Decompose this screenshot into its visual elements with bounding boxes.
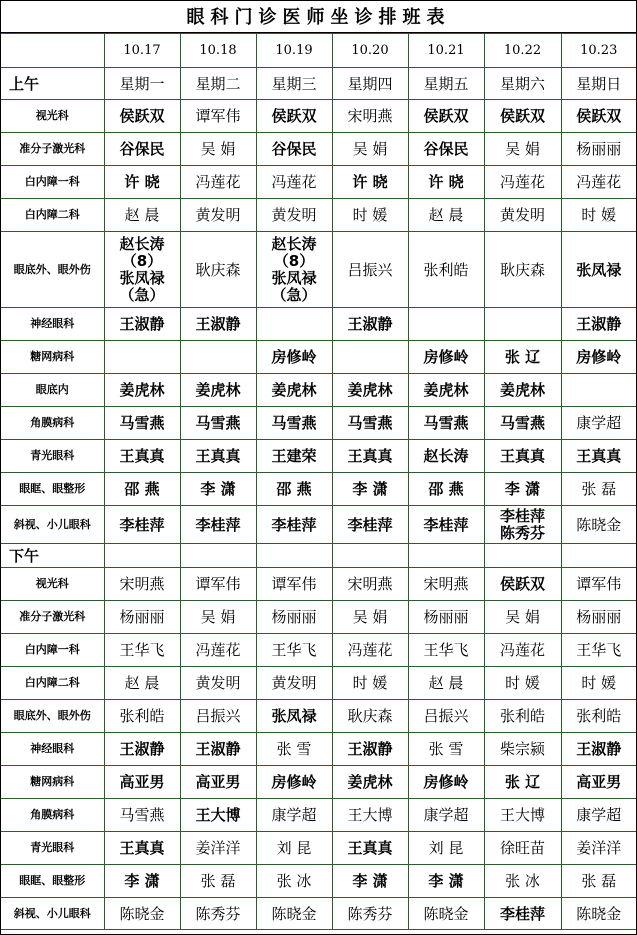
doctor-cell (484, 308, 561, 341)
doctor-cell: 赵 晨 (104, 199, 180, 232)
doctor-cell: 耿庆森 (484, 232, 561, 308)
doctor-cell: 王淑静 (180, 733, 256, 766)
doctor-cell: 姜洋洋 (180, 832, 256, 865)
doctor-cell: 王淑静 (332, 733, 408, 766)
doctor-cell: 杨丽丽 (408, 601, 484, 634)
table-row (1, 506, 636, 544)
table-row (1, 799, 636, 832)
doctor-cell: 侯跃双 (408, 100, 484, 133)
date-header: 10.17 (104, 34, 180, 68)
doctor-cell: 张 辽 (484, 766, 561, 799)
department-label: 角膜病科 (1, 799, 104, 832)
doctor-cell: 张 雪 (408, 733, 484, 766)
doctor-cell: 黄发明 (180, 199, 256, 232)
table-row (1, 568, 636, 601)
empty-cell (484, 544, 561, 568)
doctor-cell: 李桂萍 (256, 506, 332, 544)
doctor-cell: 姜虎林 (332, 766, 408, 799)
department-label: 白内障二科 (1, 199, 104, 232)
doctor-cell: 李 潇 (332, 473, 408, 506)
doctor-cell: 姜虎林 (484, 374, 561, 407)
doctor-cell: 时 媛 (332, 667, 408, 700)
doctor-cell: 陈晓金 (256, 898, 332, 930)
department-label: 白内障一科 (1, 166, 104, 199)
page-title: 眼科门诊医师坐诊排班表 (1, 1, 636, 33)
table-row (1, 100, 636, 133)
doctor-cell: 冯莲花 (484, 634, 561, 667)
doctor-cell: 冯莲花 (561, 166, 636, 199)
doctor-cell: 王建荣 (256, 440, 332, 473)
department-label: 视光科 (1, 100, 104, 133)
doctor-cell: 康学超 (408, 799, 484, 832)
doctor-cell: 王真真 (332, 832, 408, 865)
doctor-cell: 王淑静 (561, 308, 636, 341)
table-row (1, 440, 636, 473)
doctor-cell: 吕振兴 (408, 700, 484, 733)
doctor-cell: 王大博 (180, 799, 256, 832)
doctor-cell: 陈秀芬 (180, 898, 256, 930)
date-header: 10.21 (408, 34, 484, 68)
table-row (1, 133, 636, 166)
department-label: 糖网病科 (1, 766, 104, 799)
doctor-cell: 徐旺苗 (484, 832, 561, 865)
doctor-cell: 陈晓金 (104, 898, 180, 930)
period-label-afternoon: 下午 (1, 544, 104, 568)
empty-cell (256, 544, 332, 568)
department-label: 糖网病科 (1, 341, 104, 374)
doctor-cell: 耿庆森 (332, 700, 408, 733)
doctor-cell: 姜虎林 (180, 374, 256, 407)
doctor-cell: 谭军伟 (256, 568, 332, 601)
doctor-cell: 王淑静 (180, 308, 256, 341)
empty-cell (561, 544, 636, 568)
doctor-cell: 康学超 (561, 407, 636, 440)
doctor-cell: 陈晓金 (561, 506, 636, 544)
empty-cell (104, 544, 180, 568)
doctor-cell: 房修岭 (256, 341, 332, 374)
table-row (1, 199, 636, 232)
doctor-cell: 马雪燕 (332, 407, 408, 440)
doctor-cell: 马雪燕 (484, 407, 561, 440)
doctor-cell: 张利皓 (484, 700, 561, 733)
doctor-cell: 房修岭 (408, 341, 484, 374)
doctor-cell: 谭军伟 (561, 568, 636, 601)
doctor-cell: 王大博 (484, 799, 561, 832)
table-row (1, 733, 636, 766)
doctor-cell: 姜洋洋 (561, 832, 636, 865)
doctor-cell: 赵 晨 (408, 667, 484, 700)
doctor-cell: 黄发明 (256, 667, 332, 700)
table-row (1, 601, 636, 634)
doctor-cell: 张 辽 (484, 341, 561, 374)
date-header: 10.19 (256, 34, 332, 68)
doctor-cell: 张利皓 (104, 700, 180, 733)
doctor-cell: 吴 娟 (332, 601, 408, 634)
doctor-cell: 冯莲花 (484, 166, 561, 199)
doctor-cell: 刘 昆 (408, 832, 484, 865)
doctor-cell: 吴 娟 (180, 601, 256, 634)
doctor-cell: 姜虎林 (256, 374, 332, 407)
doctor-cell: 黄发明 (484, 199, 561, 232)
doctor-cell: 马雪燕 (104, 799, 180, 832)
doctor-cell: 张利皓 (561, 700, 636, 733)
doctor-cell: 李桂萍 (484, 898, 561, 930)
doctor-cell: 张 磊 (180, 865, 256, 898)
empty-cell (332, 544, 408, 568)
doctor-cell: 康学超 (256, 799, 332, 832)
doctor-cell: 张 冰 (484, 865, 561, 898)
doctor-cell: 赵长涛 (408, 440, 484, 473)
doctor-cell: 杨丽丽 (561, 601, 636, 634)
doctor-cell: 李桂萍 (104, 506, 180, 544)
doctor-cell: 王真真 (484, 440, 561, 473)
date-row (1, 34, 636, 68)
doctor-cell: 邵 燕 (408, 473, 484, 506)
doctor-cell: 赵长涛 （8） 张凤禄 （急） (256, 232, 332, 308)
doctor-cell: 赵 晨 (408, 199, 484, 232)
doctor-cell: 高亚男 (180, 766, 256, 799)
doctor-cell (180, 341, 256, 374)
doctor-cell: 高亚男 (561, 766, 636, 799)
doctor-cell: 邵 燕 (104, 473, 180, 506)
doctor-cell: 王华飞 (256, 634, 332, 667)
doctor-cell: 张 雪 (256, 733, 332, 766)
doctor-cell: 王华飞 (104, 634, 180, 667)
doctor-cell: 李桂萍 (332, 506, 408, 544)
doctor-cell: 王真真 (104, 832, 180, 865)
department-label: 斜视、小儿眼科 (1, 898, 104, 930)
doctor-cell: 冯莲花 (180, 166, 256, 199)
doctor-cell: 王真真 (561, 440, 636, 473)
table-row (1, 898, 636, 930)
weekday-header: 星期日 (561, 68, 636, 100)
weekday-header: 星期五 (408, 68, 484, 100)
doctor-cell: 黄发明 (180, 667, 256, 700)
doctor-cell: 谭军伟 (180, 100, 256, 133)
doctor-cell: 时 媛 (484, 667, 561, 700)
doctor-cell: 冯莲花 (256, 166, 332, 199)
department-label: 眼底外、眼外伤 (1, 700, 104, 733)
date-header: 10.18 (180, 34, 256, 68)
doctor-cell: 侯跃双 (484, 568, 561, 601)
table-row (1, 341, 636, 374)
doctor-cell: 宋明燕 (104, 568, 180, 601)
doctor-cell: 马雪燕 (104, 407, 180, 440)
afternoon-header-row (1, 544, 636, 568)
department-label: 白内障二科 (1, 667, 104, 700)
doctor-cell: 赵长涛 （8） 张凤禄 （急） (104, 232, 180, 308)
doctor-cell: 王大博 (332, 799, 408, 832)
department-label: 眼底内 (1, 374, 104, 407)
doctor-cell: 吴 娟 (484, 133, 561, 166)
weekday-header: 星期六 (484, 68, 561, 100)
department-label: 青光眼科 (1, 832, 104, 865)
date-header: 10.23 (561, 34, 636, 68)
doctor-cell (104, 341, 180, 374)
doctor-cell: 赵 晨 (104, 667, 180, 700)
doctor-cell: 谷保民 (104, 133, 180, 166)
doctor-cell: 李桂萍 (180, 506, 256, 544)
doctor-cell: 时 媛 (561, 667, 636, 700)
doctor-cell: 王淑静 (104, 308, 180, 341)
doctor-cell: 谷保民 (256, 133, 332, 166)
doctor-cell: 王真真 (332, 440, 408, 473)
department-label: 眼底外、眼外伤 (1, 232, 104, 308)
department-label: 神经眼科 (1, 733, 104, 766)
doctor-cell: 张利皓 (408, 232, 484, 308)
doctor-cell (332, 341, 408, 374)
doctor-cell: 宋明燕 (332, 568, 408, 601)
doctor-cell (561, 374, 636, 407)
table-row (1, 308, 636, 341)
schedule-body (1, 34, 636, 930)
table-row (1, 667, 636, 700)
doctor-cell: 吕振兴 (332, 232, 408, 308)
doctor-cell: 吴 娟 (484, 601, 561, 634)
doctor-cell: 李 潇 (180, 473, 256, 506)
doctor-cell: 马雪燕 (408, 407, 484, 440)
doctor-cell: 房修岭 (561, 341, 636, 374)
doctor-cell: 高亚男 (104, 766, 180, 799)
doctor-cell: 黄发明 (256, 199, 332, 232)
doctor-cell: 姜虎林 (408, 374, 484, 407)
doctor-cell: 姜虎林 (104, 374, 180, 407)
doctor-cell: 杨丽丽 (561, 133, 636, 166)
doctor-cell: 张凤禄 (561, 232, 636, 308)
department-label: 视光科 (1, 568, 104, 601)
doctor-cell: 李 潇 (104, 865, 180, 898)
doctor-cell: 刘 昆 (256, 832, 332, 865)
table-row (1, 766, 636, 799)
department-label: 白内障一科 (1, 634, 104, 667)
doctor-cell: 杨丽丽 (256, 601, 332, 634)
doctor-cell: 张凤禄 (256, 700, 332, 733)
department-label: 角膜病科 (1, 407, 104, 440)
doctor-cell: 李桂萍 陈秀芬 (484, 506, 561, 544)
corner-cell (1, 34, 104, 68)
doctor-cell: 吴 娟 (180, 133, 256, 166)
table-row (1, 232, 636, 308)
doctor-cell: 王淑静 (332, 308, 408, 341)
doctor-cell: 谭军伟 (180, 568, 256, 601)
doctor-cell: 陈晓金 (408, 898, 484, 930)
table-row (1, 166, 636, 199)
doctor-cell: 张 磊 (561, 865, 636, 898)
doctor-cell: 李 潇 (484, 473, 561, 506)
doctor-cell: 吕振兴 (180, 700, 256, 733)
table-row (1, 374, 636, 407)
doctor-cell: 邵 燕 (256, 473, 332, 506)
table-row (1, 700, 636, 733)
doctor-cell: 侯跃双 (561, 100, 636, 133)
doctor-cell: 王真真 (104, 440, 180, 473)
date-header: 10.22 (484, 34, 561, 68)
table-row (1, 407, 636, 440)
table-row (1, 473, 636, 506)
empty-cell (408, 544, 484, 568)
doctor-cell: 陈晓金 (561, 898, 636, 930)
doctor-cell: 房修岭 (408, 766, 484, 799)
doctor-cell: 张 磊 (561, 473, 636, 506)
table-row (1, 832, 636, 865)
department-label: 眼眶、眼整形 (1, 865, 104, 898)
doctor-cell: 王真真 (180, 440, 256, 473)
department-label: 准分子激光科 (1, 601, 104, 634)
doctor-cell: 时 媛 (561, 199, 636, 232)
empty-cell (180, 544, 256, 568)
doctor-cell: 冯莲花 (180, 634, 256, 667)
doctor-cell: 马雪燕 (256, 407, 332, 440)
doctor-cell: 侯跃双 (484, 100, 561, 133)
doctor-cell: 王淑静 (104, 733, 180, 766)
doctor-cell: 侯跃双 (104, 100, 180, 133)
doctor-cell: 时 媛 (332, 199, 408, 232)
doctor-cell: 王华飞 (408, 634, 484, 667)
doctor-cell: 李 潇 (408, 865, 484, 898)
doctor-cell: 康学超 (561, 799, 636, 832)
doctor-cell: 侯跃双 (256, 100, 332, 133)
doctor-cell: 杨丽丽 (104, 601, 180, 634)
weekday-header: 星期二 (180, 68, 256, 100)
doctor-cell (256, 308, 332, 341)
table-row (1, 634, 636, 667)
doctor-cell: 吴 娟 (332, 133, 408, 166)
table-row (1, 865, 636, 898)
doctor-cell: 宋明燕 (408, 568, 484, 601)
doctor-cell: 陈秀芬 (332, 898, 408, 930)
doctor-cell: 许 晓 (332, 166, 408, 199)
department-label: 准分子激光科 (1, 133, 104, 166)
doctor-cell: 王华飞 (561, 634, 636, 667)
doctor-cell: 房修岭 (256, 766, 332, 799)
doctor-cell: 许 晓 (408, 166, 484, 199)
weekday-header: 星期一 (104, 68, 180, 100)
doctor-cell: 冯莲花 (332, 634, 408, 667)
doctor-cell: 李 潇 (332, 865, 408, 898)
doctor-cell: 谷保民 (408, 133, 484, 166)
doctor-cell: 马雪燕 (180, 407, 256, 440)
doctor-cell: 许 晓 (104, 166, 180, 199)
department-label: 眼眶、眼整形 (1, 473, 104, 506)
schedule-table (1, 33, 636, 930)
morning-header-row (1, 68, 636, 100)
date-header: 10.20 (332, 34, 408, 68)
doctor-cell: 柴宗颍 (484, 733, 561, 766)
doctor-cell: 耿庆森 (180, 232, 256, 308)
department-label: 神经眼科 (1, 308, 104, 341)
department-label: 斜视、小儿眼科 (1, 506, 104, 544)
period-label-morning: 上午 (1, 68, 104, 100)
weekday-header: 星期四 (332, 68, 408, 100)
weekday-header: 星期三 (256, 68, 332, 100)
doctor-cell (408, 308, 484, 341)
doctor-cell: 张 冰 (256, 865, 332, 898)
doctor-cell: 姜虎林 (332, 374, 408, 407)
department-label: 青光眼科 (1, 440, 104, 473)
doctor-cell: 宋明燕 (332, 100, 408, 133)
doctor-cell: 王淑静 (561, 733, 636, 766)
doctor-cell: 李桂萍 (408, 506, 484, 544)
